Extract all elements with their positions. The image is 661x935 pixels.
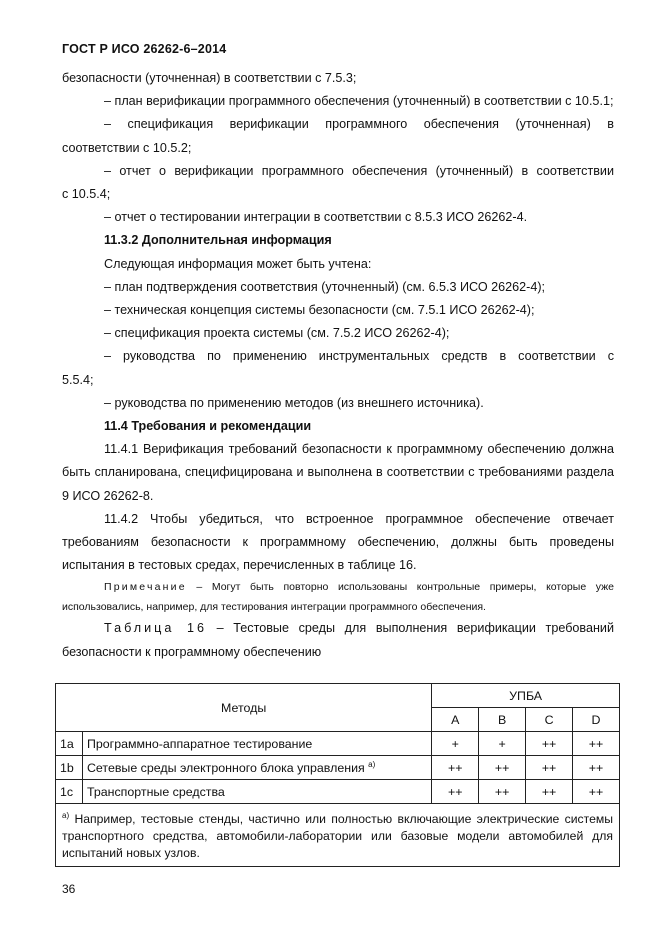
- list-item: – техническая концепция системы безопасности (см. 7.5.1 ИСО 26262-4);: [104, 303, 535, 318]
- list-item: – план верификации программного обеспечения (уточненный) в соответствии с 10.5.1;: [104, 94, 614, 109]
- section-heading: 11.4 Требования и рекомендации: [104, 419, 312, 434]
- value-cell: ++: [573, 756, 620, 780]
- value-cell: ++: [526, 756, 573, 780]
- value-cell: ++: [573, 780, 620, 804]
- body-text: [62, 67, 614, 664]
- method-cell: [82, 756, 431, 780]
- table-caption-text: – Тестовые среды для выполнения верификации требований безопасности к программному обеспечению: [62, 621, 614, 659]
- list-item: – отчет о тестировании интеграции в соответствии с 8.5.3 ИСО 26262-4.: [104, 210, 528, 225]
- footnote-text: Например, тестовые стенды, частично или полностью включающие электрические системы транспортного средства, автомобили-лаборатории или базовые модели автомобилей для испытаний новых узлов.: [62, 812, 613, 861]
- footnote-mark: а): [62, 811, 70, 820]
- list-item-continuation: с 10.5.4;: [62, 187, 111, 202]
- row-id: 1a: [56, 732, 83, 756]
- table-footnote: [56, 804, 620, 867]
- value-cell: ++: [479, 780, 526, 804]
- paragraph: 11.4.1 Верификация требований безопасности к программному обеспечению должна быть спланирована, специфицирована и выполнена в соответствии с требованиями раздела 9 ИСО 26262-8.: [62, 442, 614, 503]
- value-cell: +: [479, 732, 526, 756]
- method-name: Сетевые среды электронного блока управления: [86, 761, 365, 776]
- list-item: – спецификация верификации программного обеспечения (уточненная) в: [104, 117, 614, 132]
- method-cell: [82, 732, 431, 756]
- table-row: [56, 756, 620, 780]
- value-cell: +: [432, 732, 479, 756]
- note-text: – Могут быть повторно использованы контрольные примеры, которые уже использовались, например, для тестирования интеграции программного обеспечения.: [62, 581, 614, 614]
- method-name: Программно-аппаратное тестирование: [86, 736, 313, 751]
- row-id: 1c: [56, 780, 83, 804]
- row-id: 1b: [56, 756, 83, 780]
- paragraph: 11.4.2 Чтобы убедиться, что встроенное программное обеспечение отвечает требованиям безопасности к программному обеспечению, должны быть проведены испытания в тестовых средах, перечисленных в таблице 16.: [62, 511, 614, 573]
- methods-table: [55, 683, 620, 867]
- table-row: [56, 732, 620, 756]
- value-cell: ++: [479, 756, 526, 780]
- table-caption-label: Таблица 16: [104, 621, 208, 636]
- list-item: – отчет о верификации программного обеспечения (уточненный) в соответствии: [104, 163, 614, 178]
- level-header: C: [526, 708, 573, 732]
- document-header: ГОСТ Р ИСО 26262-6–2014: [62, 42, 227, 56]
- list-item: – руководства по применению методов (из внешнего источника).: [104, 395, 484, 410]
- level-header: D: [573, 708, 620, 732]
- list-item-continuation: соответствии с 10.5.2;: [62, 140, 192, 155]
- value-cell: ++: [573, 732, 620, 756]
- list-item: – спецификация проекта системы (см. 7.5.2 ИСО 26262-4);: [104, 326, 450, 341]
- note: [62, 577, 614, 617]
- list-item: – руководства по применению инструментальных средств в соответствии с: [104, 349, 614, 364]
- section-heading: 11.3.2 Дополнительная информация: [104, 233, 332, 248]
- level-header: A: [432, 708, 479, 732]
- value-cell: ++: [432, 780, 479, 804]
- list-item-continuation: 5.5.4;: [62, 372, 94, 387]
- method-cell: [82, 780, 431, 804]
- list-item: – план подтверждения соответствия (уточненный) (см. 6.5.3 ИСО 26262-4);: [104, 279, 546, 294]
- value-cell: ++: [432, 756, 479, 780]
- method-name: Транспортные средства: [86, 784, 225, 799]
- level-header: B: [479, 708, 526, 732]
- page-number: 36: [62, 882, 76, 896]
- methods-header: Методы: [56, 684, 432, 732]
- paragraph: Следующая информация может быть учтена:: [104, 256, 372, 271]
- paragraph: безопасности (уточненная) в соответствии с 7.5.3;: [62, 71, 357, 85]
- note-label: Примечание: [104, 581, 187, 594]
- table-caption: [62, 617, 614, 663]
- table-row: [56, 780, 620, 804]
- footnote-ref: а): [368, 759, 376, 769]
- value-cell: ++: [526, 732, 573, 756]
- group-header: УПБА: [432, 684, 620, 708]
- value-cell: ++: [526, 780, 573, 804]
